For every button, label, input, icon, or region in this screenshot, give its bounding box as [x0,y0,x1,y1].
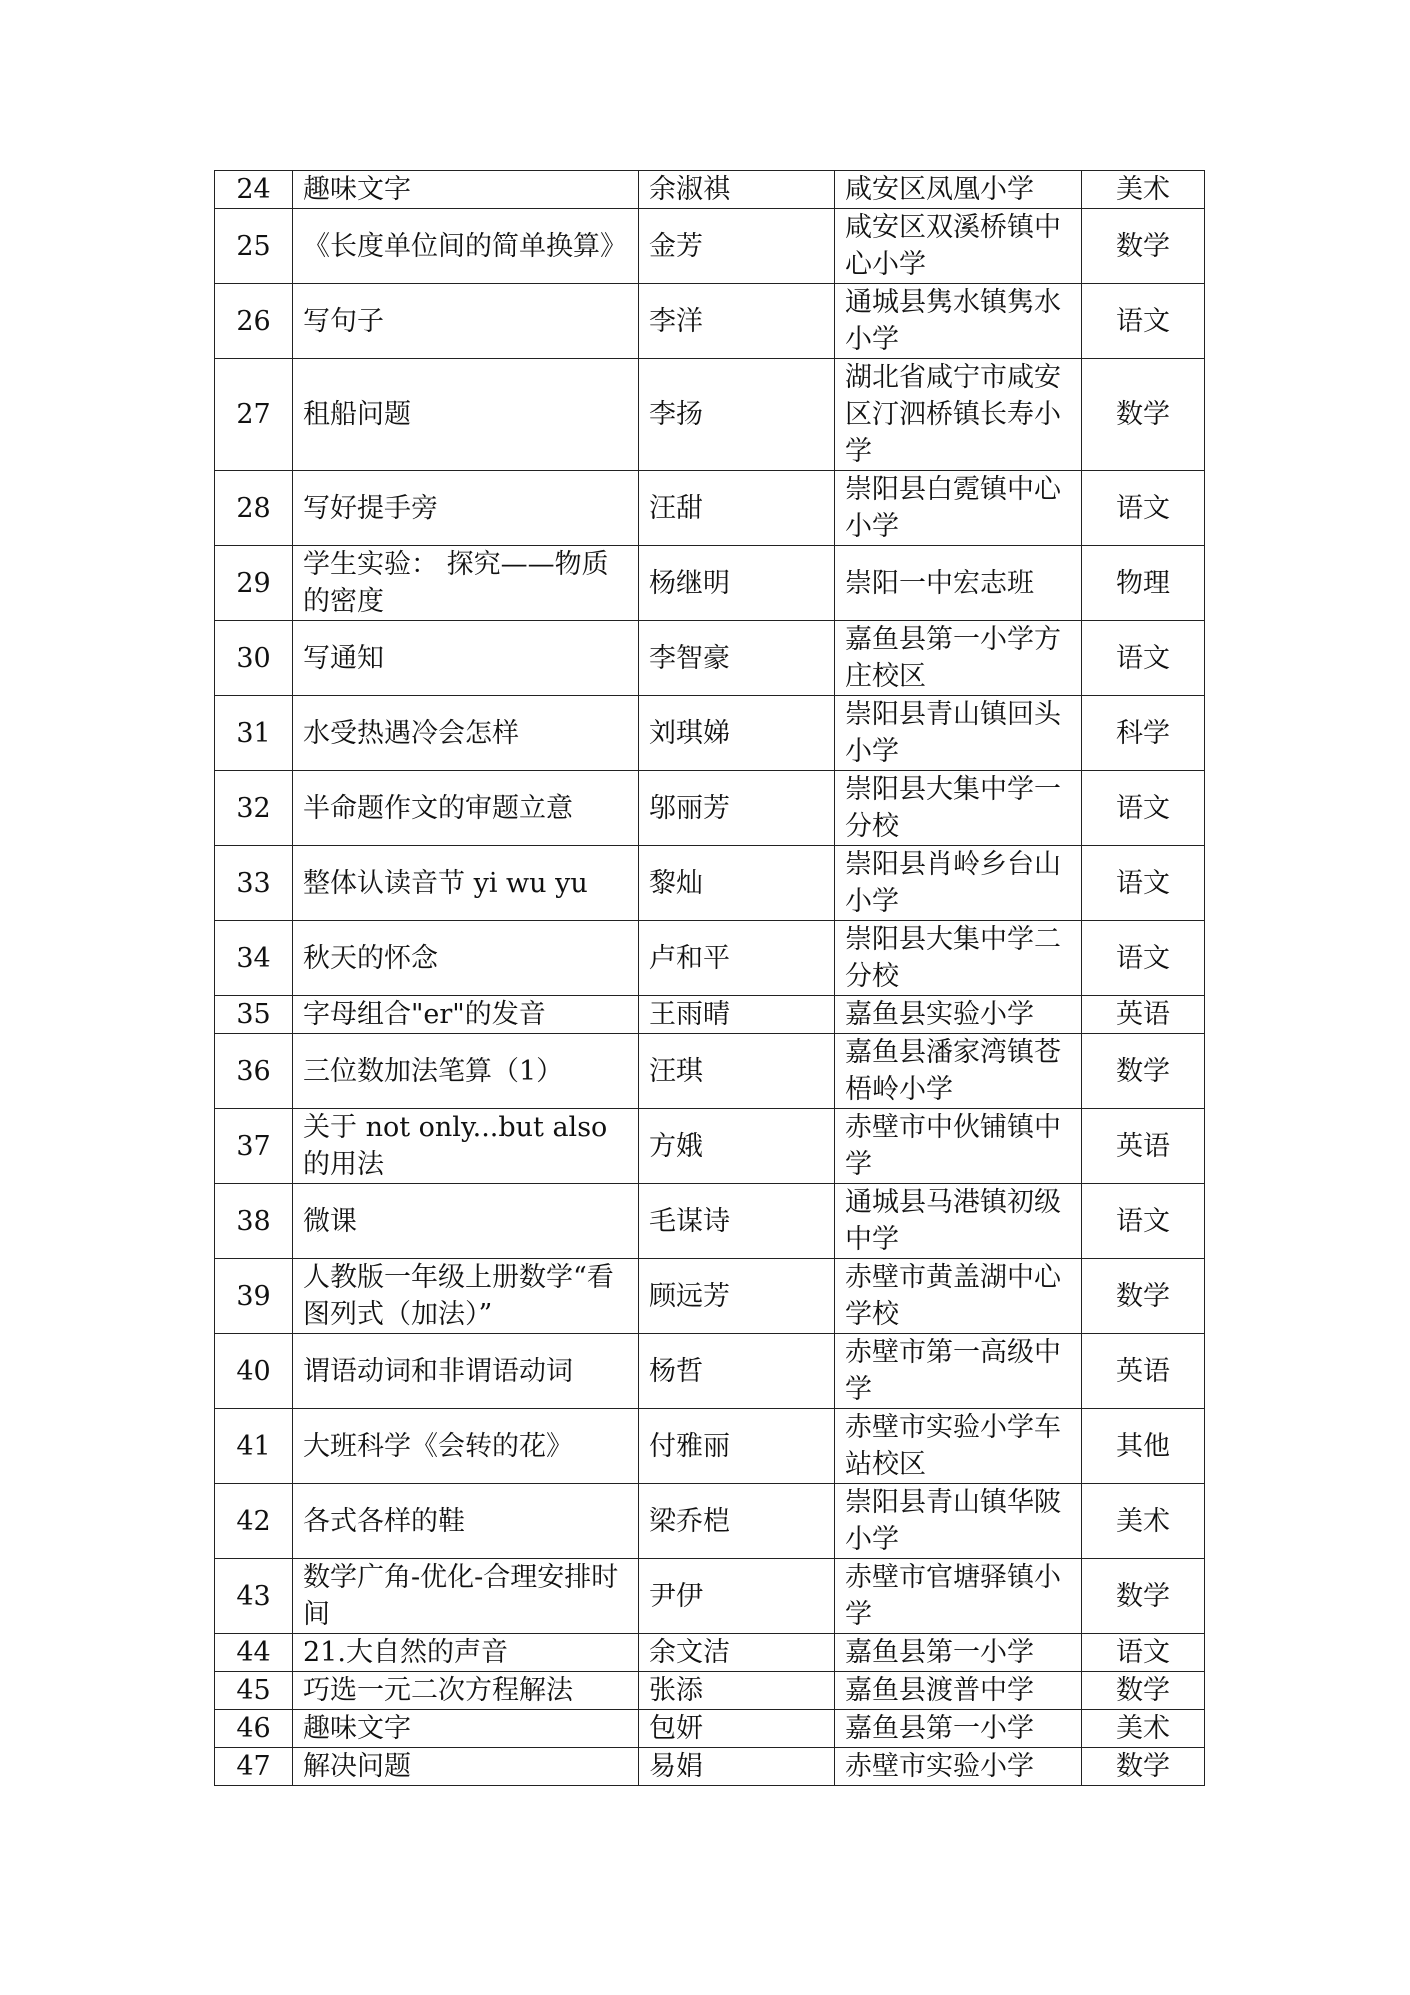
table-row [215,171,1205,209]
table-row [215,1710,1205,1748]
school-name: 通城县隽水镇隽水小学 [835,284,1082,359]
table-row [215,1672,1205,1710]
table-row [215,621,1205,696]
teacher-name: 金芳 [639,209,835,284]
subject: 语文 [1082,471,1205,546]
course-topic: 巧选一元二次方程解法 [293,1672,639,1710]
course-topic: 水受热遇冷会怎样 [293,696,639,771]
school-name: 赤壁市官塘驿镇小学 [835,1559,1082,1634]
course-topic: 半命题作文的审题立意 [293,771,639,846]
table-row [215,359,1205,471]
teacher-name: 汪甜 [639,471,835,546]
table-body [215,171,1205,1786]
row-number: 42 [215,1484,293,1559]
school-name: 崇阳县青山镇华陂小学 [835,1484,1082,1559]
course-topic: 字母组合"er"的发音 [293,996,639,1034]
subject: 英语 [1082,1109,1205,1184]
row-number: 30 [215,621,293,696]
teacher-name: 方娥 [639,1109,835,1184]
school-name: 嘉鱼县渡普中学 [835,1672,1082,1710]
subject: 数学 [1082,209,1205,284]
row-number: 38 [215,1184,293,1259]
table-row [215,1259,1205,1334]
subject: 语文 [1082,846,1205,921]
school-name: 咸安区双溪桥镇中心小学 [835,209,1082,284]
row-number: 27 [215,359,293,471]
row-number: 26 [215,284,293,359]
subject: 数学 [1082,1034,1205,1109]
table-row [215,1748,1205,1786]
table-row [215,696,1205,771]
school-name: 嘉鱼县实验小学 [835,996,1082,1034]
teacher-name: 邬丽芳 [639,771,835,846]
subject: 数学 [1082,1259,1205,1334]
teacher-name: 张添 [639,1672,835,1710]
school-name: 嘉鱼县第一小学方庄校区 [835,621,1082,696]
row-number: 40 [215,1334,293,1409]
row-number: 32 [215,771,293,846]
school-name: 崇阳县大集中学二分校 [835,921,1082,996]
subject: 科学 [1082,696,1205,771]
school-name: 崇阳县肖岭乡台山小学 [835,846,1082,921]
subject: 英语 [1082,996,1205,1034]
school-name: 崇阳县白霓镇中心小学 [835,471,1082,546]
row-number: 36 [215,1034,293,1109]
teacher-name: 刘琪娣 [639,696,835,771]
subject: 语文 [1082,621,1205,696]
subject: 语文 [1082,1184,1205,1259]
subject: 英语 [1082,1334,1205,1409]
course-topic: 租船问题 [293,359,639,471]
course-topic: 各式各样的鞋 [293,1484,639,1559]
teacher-name: 易娟 [639,1748,835,1786]
course-topic: 三位数加法笔算（1） [293,1034,639,1109]
course-topic: 谓语动词和非谓语动词 [293,1334,639,1409]
table-row [215,1559,1205,1634]
row-number: 43 [215,1559,293,1634]
school-name: 赤壁市实验小学车站校区 [835,1409,1082,1484]
row-number: 25 [215,209,293,284]
teacher-name: 王雨晴 [639,996,835,1034]
table-row [215,1109,1205,1184]
row-number: 37 [215,1109,293,1184]
teacher-name: 杨哲 [639,1334,835,1409]
course-topic: 秋天的怀念 [293,921,639,996]
subject: 语文 [1082,921,1205,996]
subject: 语文 [1082,284,1205,359]
course-topic: 《长度单位间的简单换算》 [293,209,639,284]
table-row [215,1034,1205,1109]
school-name: 赤壁市第一高级中学 [835,1334,1082,1409]
subject: 数学 [1082,359,1205,471]
row-number: 29 [215,546,293,621]
course-topic: 趣味文字 [293,171,639,209]
row-number: 44 [215,1634,293,1672]
school-name: 崇阳县大集中学一分校 [835,771,1082,846]
course-topic: 学生实验： 探究——物质的密度 [293,546,639,621]
teacher-name: 余文洁 [639,1634,835,1672]
course-topic: 写好提手旁 [293,471,639,546]
teacher-name: 梁乔桤 [639,1484,835,1559]
course-topic: 解决问题 [293,1748,639,1786]
subject: 物理 [1082,546,1205,621]
table-row [215,209,1205,284]
teacher-name: 黎灿 [639,846,835,921]
table-row [215,1634,1205,1672]
subject: 数学 [1082,1748,1205,1786]
row-number: 33 [215,846,293,921]
teacher-name: 李智豪 [639,621,835,696]
course-topic: 趣味文字 [293,1710,639,1748]
teacher-name: 汪琪 [639,1034,835,1109]
row-number: 39 [215,1259,293,1334]
row-number: 31 [215,696,293,771]
teacher-name: 毛谋诗 [639,1184,835,1259]
teacher-name: 尹伊 [639,1559,835,1634]
school-name: 咸安区凤凰小学 [835,171,1082,209]
school-name: 湖北省咸宁市咸安区汀泗桥镇长寿小学 [835,359,1082,471]
table-row [215,771,1205,846]
school-name: 嘉鱼县潘家湾镇苍梧岭小学 [835,1034,1082,1109]
school-name: 赤壁市黄盖湖中心学校 [835,1259,1082,1334]
table-row [215,1184,1205,1259]
row-number: 46 [215,1710,293,1748]
subject: 语文 [1082,771,1205,846]
school-name: 通城县马港镇初级中学 [835,1184,1082,1259]
subject: 美术 [1082,171,1205,209]
row-number: 47 [215,1748,293,1786]
subject: 数学 [1082,1672,1205,1710]
table-row [215,1334,1205,1409]
course-topic: 写通知 [293,621,639,696]
school-name: 崇阳县青山镇回头小学 [835,696,1082,771]
teacher-name: 李洋 [639,284,835,359]
table-row [215,996,1205,1034]
school-name: 崇阳一中宏志班 [835,546,1082,621]
row-number: 24 [215,171,293,209]
table-row [215,1409,1205,1484]
subject: 语文 [1082,1634,1205,1672]
teacher-name: 杨继明 [639,546,835,621]
course-topic: 关于 not only...but also 的用法 [293,1109,639,1184]
course-topic: 整体认读音节 yi wu yu [293,846,639,921]
teacher-name: 包妍 [639,1710,835,1748]
table-row [215,846,1205,921]
row-number: 41 [215,1409,293,1484]
subject: 数学 [1082,1559,1205,1634]
school-name: 嘉鱼县第一小学 [835,1710,1082,1748]
subject: 美术 [1082,1484,1205,1559]
school-name: 嘉鱼县第一小学 [835,1634,1082,1672]
subject: 其他 [1082,1409,1205,1484]
course-topic: 写句子 [293,284,639,359]
row-number: 34 [215,921,293,996]
school-name: 赤壁市实验小学 [835,1748,1082,1786]
teacher-name: 李扬 [639,359,835,471]
table-row [215,1484,1205,1559]
row-number: 45 [215,1672,293,1710]
course-topic: 21.大自然的声音 [293,1634,639,1672]
row-number: 35 [215,996,293,1034]
course-topic: 大班科学《会转的花》 [293,1409,639,1484]
course-topic: 人教版一年级上册数学“看图列式（加法）” [293,1259,639,1334]
table-row [215,546,1205,621]
subject: 美术 [1082,1710,1205,1748]
teacher-name: 卢和平 [639,921,835,996]
teacher-name: 付雅丽 [639,1409,835,1484]
course-list-table [214,170,1205,1786]
teacher-name: 余淑祺 [639,171,835,209]
school-name: 赤壁市中伙铺镇中学 [835,1109,1082,1184]
course-topic: 微课 [293,1184,639,1259]
teacher-name: 顾远芳 [639,1259,835,1334]
table-row [215,284,1205,359]
row-number: 28 [215,471,293,546]
table-row [215,471,1205,546]
course-topic: 数学广角-优化-合理安排时间 [293,1559,639,1634]
table-row [215,921,1205,996]
